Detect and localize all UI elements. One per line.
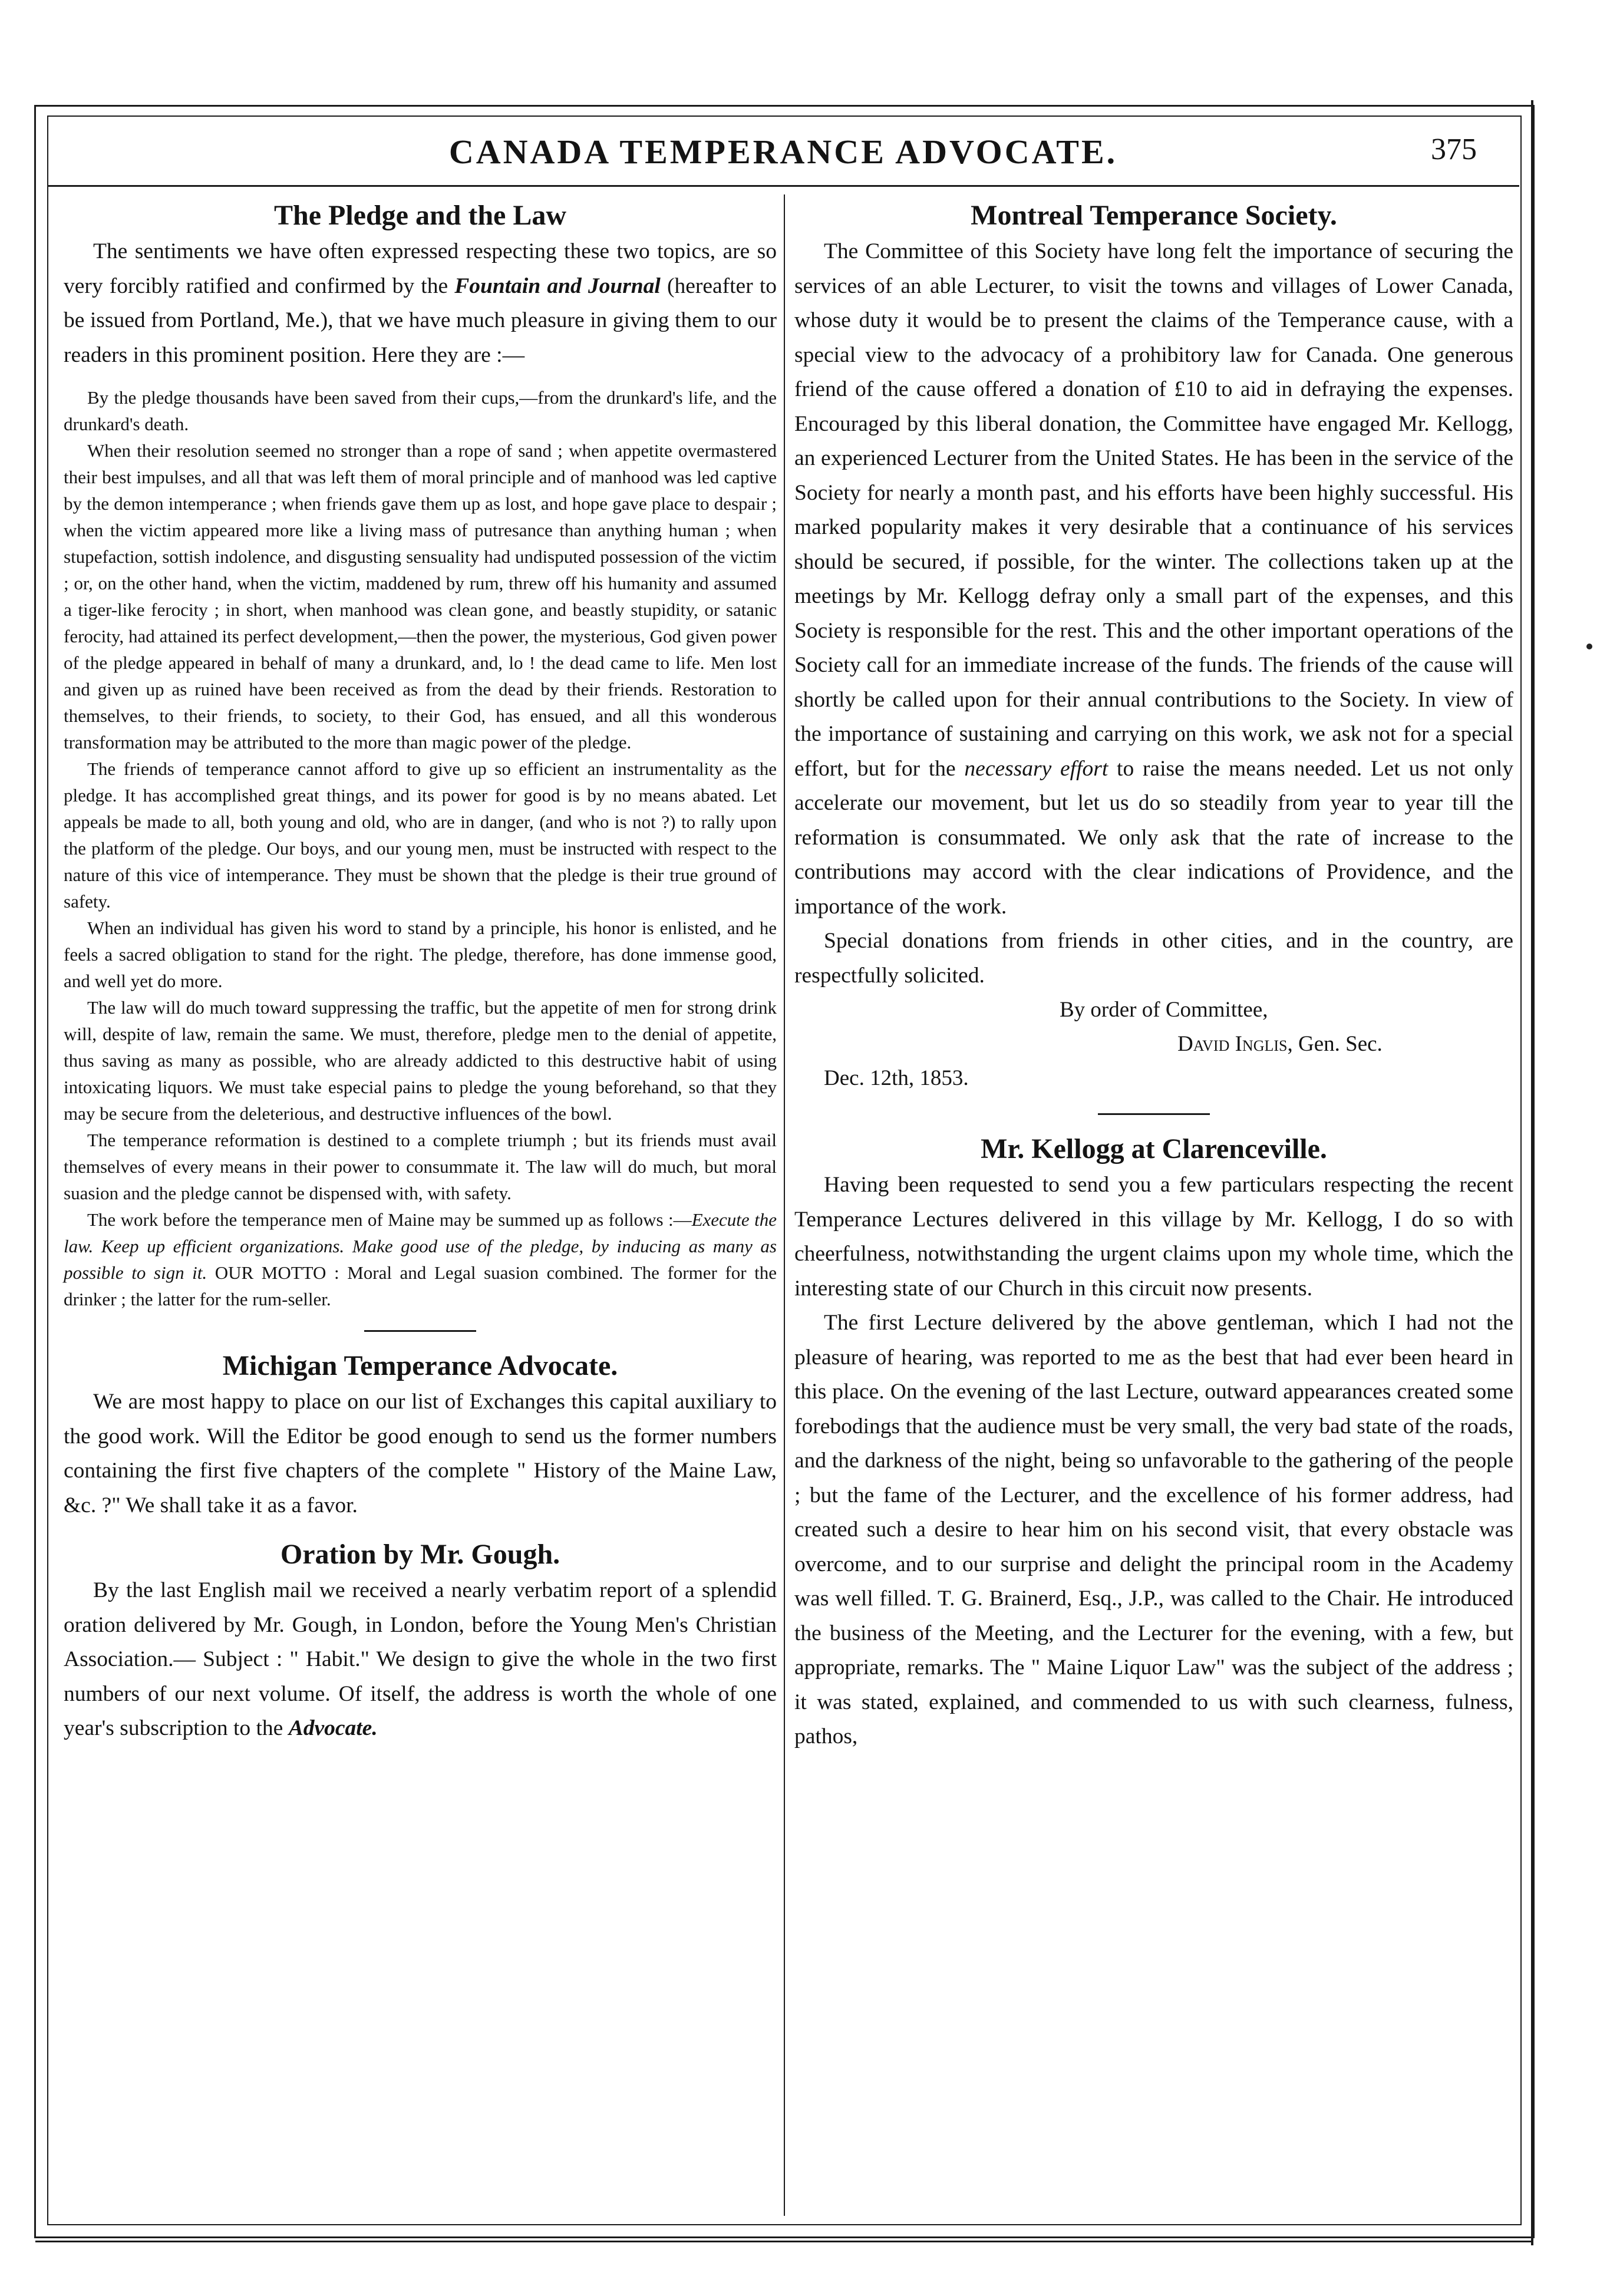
running-header [47,116,1519,185]
quoted-paragraph: The work before the temperance men of Maine may be summed up as follows :—Execute the law. Keep up efficient organizations. Make good use of the pledge, by inducing as many as possible to sign it. OUR MOTTO : Moral and Legal suasion combined. The former for the drinker ; the latter for the rum-seller. [64,1209,777,1309]
ink-speck [1586,644,1592,649]
page-number: 375 [1431,133,1477,166]
article-heading: Michigan Temperance Advocate. [222,1350,618,1381]
motto-italic: Execute the law. Keep up efficient organizations. Make good use of the pledge, by inducing as many as possible to sign it. [64,1209,777,1283]
article-heading: Oration by Mr. Gough. [280,1539,560,1570]
article-paragraph: Having been requested to send you a few particulars respecting the recent Temperance Lectures delivered in this village by Mr. Kellogg, I do so with cheerfulness, notwithstanding the urgent claims upon my whole time, which the interesting state of our Church in this circuit now presents. [794,1173,1513,1301]
signature-order: By order of Committee, [1060,998,1268,1022]
column-divider [784,194,785,2216]
article-paragraph: Special donations from friends in other cities, and in the country, are respectfully solicited. [794,929,1513,988]
source-title: Fountain and Journal [454,273,661,298]
quoted-paragraph: The friends of temperance cannot afford to give up so efficient an instrumentality as the pledge. It has accomplished great things, and its power for good is by no means abated. Let appeals be made to all, both young and old, who are in danger, (and who is not ?) to rally upon the platform of the pledge. Our boys, and our young men, must be instructed with respect to the nature of this vice of intemperance. They must be shown that the pledge is their true ground of safety. [64,758,777,912]
quoted-paragraph: By the pledge thousands have been saved from their cups,—from the drunkard's life, and the drunkard's death. [64,387,777,434]
header-rule [47,185,1519,187]
article-paragraph: The Committee of this Society have long felt the importance of securing the services of an able Lecturer, to visit the towns and villages of Lower Canada, whose duty it would be to present the claims of the Temperance cause, with a special view to the advocacy of a prohibitory law for Canada. One generous friend of the cause offered a donation of £10 to aid in defraying the expenses. Encouraged by this liberal donation, the Committee have engaged Mr. Kellogg, an experienced Lecturer from the United States. He has been in the service of the Society for nearly a month past, and his efforts have been highly successful. His marked popularity makes it very desirable that a continuance of his services should be secured, if possible, for the winter. The collections taken up at the meetings by Mr. Kellogg defray only a small part of the expenses, and this Society is responsible for the rest. This and the other important operations of the Society call for an immediate increase of the funds. The friends of the cause will shortly be called upon for their annual contributions to the Society. In view of the importance of sustaining and carrying on this work, we ask not for a special effort, but for the necessary effort to raise the means needed. Let us not only accelerate our movement, but let us do so steadily from year to year till the reformation is consummated. We only ask that the rate of increase to the contributions may accord with the clear indications of Providence, and the importance of the work. [794,239,1514,919]
section-separator [1098,1113,1210,1115]
quoted-paragraph: The law will do much toward suppressing the traffic, but the appetite of men for strong drink will, despite of law, remain the same. We must, therefore, pledge men to the denial of appetite, thus saving as many as possible, who are already addicted to this destructive habit of using intoxicating liquors. We must take especial pains to pledge the young beforehand, so that they may be secure from the deleterious, and destructive influences of the bowl. [64,997,777,1124]
quoted-paragraph: The temperance reformation is destined to a complete triumph ; but its friends must avail themselves of every means in their power to consummate it. The law will do much, but moral suasion and the pledge cannot be dispensed with, with safety. [64,1130,777,1203]
article-pledge-and-law [64,197,777,1312]
bottom-rule [35,2241,1532,2242]
quoted-paragraph: When their resolution seemed no stronger than a rope of sand ; when appetite overmastered their best impulses, and all that was left them of moral principle and of manhood was led captive by the demon intemperance ; when friends gave them up as lost, and hope gave place to despair ; when the victim appeared more like a living mass of putresance than anything human ; when stupefaction, sottish indolence, and disgusting sensuality had undisputed possession of the victim ; or, on the other hand, when the victim, maddened by rum, threw off his humanity and assumed a tiger-like ferocity ; in short, when manhood was clean gone, and beastly stupidity, or satanic ferocity, had attained its perfect development,—then the power, the mysterious, God given power of the pledge appeared in behalf of many a drunkard, and, lo ! the dead came to life. Men lost and given up as ruined have been received as from the dead by their friends. Restoration to themselves, to their friends, to society, to their God, has ensued, and all this wonderous transformation may be attributed to the more than magic power of the pledge. [64,440,777,753]
article-heading: Mr. Kellogg at Clarenceville. [981,1133,1327,1165]
article-paragraph: The first Lecture delivered by the above gentleman, which I had not the pleasure of hearing, was reported to me as the best that had ever been heard in this place. On the evening of the last Lecture, outward appearances created some forebodings that the audience must be very small, the very bad state of the roads, and the darkness of the night, being so unfavorable to the gathering of the people ; but the fame of the Lecturer, and the excellence of his former address, had created such a desire to hear him on his second visit, that every obstacle was overcome, and to our surprise and delight the principal room in the Academy was well filled. T. G. Brainerd, Esq., J.P., was called to the Chair. He introduced the business of the Meeting, and the Lecturer for the evening, with a few, but appropriate, remarks. The " Maine Liquor Law" was the subject of the address ; it was stated, explained, and commended to us with such clearness, fulness, pathos, [794,1311,1513,1749]
article-date: Dec. 12th, 1853. [824,1066,969,1090]
article-paragraph: By the last English mail we received a nearly verbatim report of a splendid oration delivered by Mr. Gough, in London, before the Young Men's Christian Association.— Subject : " Habit." We design to give the whole in the two first numbers of our next volume. Of itself, the address is worth the whole of one year's subscription to the Advocate. [64,1578,777,1740]
article-heading: The Pledge and the Law [273,200,567,231]
left-column [64,197,777,1746]
article-heading: Montreal Temperance Society. [971,200,1337,231]
emphasis-text: necessary effort [964,756,1108,781]
article-gough-oration [64,1536,777,1746]
article-michigan-advocate [64,1347,777,1523]
publication-name: Advocate. [288,1716,378,1740]
article-kellogg-clarenceville [794,1130,1513,1754]
article-intro: The sentiments we have often expressed respecting these two topics, are so very forcibly ratified and confirmed by the Fountain and Journal (hereafter to be issued from Portland, Me.), that we have much pleasure in giving them to our readers in this prominent position. Here they are :— [64,239,777,367]
article-paragraph: We are most happy to place on our list of Exchanges this capital auxiliary to the good work. Will the Editor be good enough to send us the former numbers containing the first five chapters of the complete " History of the Maine Law, &c. ?" We shall take it as a favor. [64,1390,777,1518]
right-column [794,197,1513,1754]
quoted-paragraph: When an individual has given his word to stand by a principle, his honor is enlisted, and he feels a sacred obligation to stand for the right. The pledge, therefore, has done immense good, and well yet do more. [64,918,777,991]
publication-title: CANADA TEMPERANCE ADVOCATE. [448,133,1118,171]
section-separator [364,1330,476,1332]
article-montreal-society [794,197,1513,1096]
signature-name: David Inglis, Gen. Sec. [1177,1032,1383,1056]
